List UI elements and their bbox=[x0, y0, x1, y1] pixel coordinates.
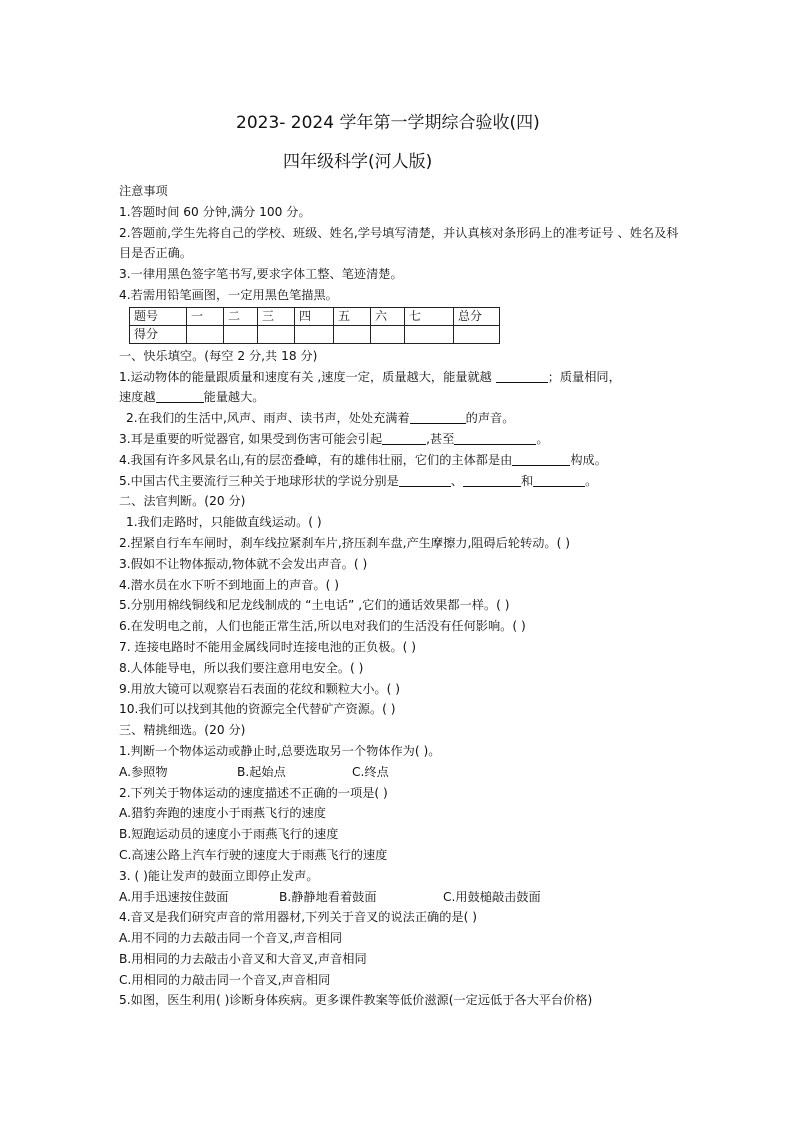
choice-options bbox=[119, 887, 689, 908]
note-item: 3.一律用黑色签字笔书写,要求字体工整、笔迹清楚。 bbox=[119, 267, 403, 282]
score-header-cell: 一 bbox=[187, 307, 224, 325]
notes-heading: 注意事项 bbox=[119, 184, 168, 198]
option-b[interactable]: B.起始点 bbox=[237, 764, 286, 779]
option-c[interactable]: C.高速公路上汽车行驶的速度大于雨燕飞行的速度 bbox=[119, 847, 388, 862]
q-text: 2.在我们的生活中,风声、雨声、读书声，处处充满着 bbox=[126, 411, 410, 426]
exam-title: 2023- 2024 学年第一学期综合验收(四) bbox=[236, 113, 540, 133]
q-text: 速度越 bbox=[119, 390, 156, 405]
answer-blank[interactable] bbox=[533, 473, 585, 487]
score-table-header-row bbox=[130, 307, 500, 325]
score-cell[interactable] bbox=[454, 325, 500, 343]
option-a[interactable]: A.用不同的力去敲击同一个音叉,声音相同 bbox=[119, 931, 343, 946]
answer-blank[interactable] bbox=[454, 431, 536, 445]
option-c[interactable]: C.终点 bbox=[352, 764, 389, 779]
score-header-cell: 二 bbox=[224, 307, 258, 325]
note-item: 4.若需用铅笔画图，一定用黑色笔描黑。 bbox=[119, 287, 338, 302]
answer-blank[interactable] bbox=[512, 452, 570, 466]
q-text: 、 bbox=[450, 473, 463, 488]
answer-blank[interactable] bbox=[463, 473, 521, 487]
score-cell[interactable] bbox=[371, 325, 405, 343]
choice-question-5: 5.如图，医生利用( )诊断身体疾病。更多课件教案等低价滋源(一定远低于各大平台价格) bbox=[119, 993, 593, 1008]
judge-question: 6.在发明电之前，人们也能正常生活,所以电对我们的生活没有任何影响。( ) bbox=[119, 619, 526, 634]
option-b[interactable]: B.用相同的力去敲击小音叉和大音叉,声音相同 bbox=[119, 951, 367, 966]
judge-question: 1.我们走路时，只能做直线运动。( ) bbox=[126, 515, 322, 530]
judge-question: 7. 连接电路时不能用金属线同时连接电池的正负极。( ) bbox=[119, 639, 417, 654]
option-b[interactable]: B.短跑运动员的速度小于雨燕飞行的速度 bbox=[119, 827, 339, 842]
section2-heading: 二、法官判断。(20 分) bbox=[119, 494, 246, 509]
score-cell[interactable] bbox=[405, 325, 454, 343]
score-header-cell: 题号 bbox=[130, 307, 187, 325]
score-header-cell: 五 bbox=[334, 307, 371, 325]
score-header-cell: 七 bbox=[405, 307, 454, 325]
choice-question-4: 4.音叉是我们研究声音的常用器材,下列关于音叉的说法正确的是( ) bbox=[119, 910, 477, 925]
note-item: 1.答题时间 60 分钟,满分 100 分。 bbox=[119, 204, 311, 219]
option-a[interactable]: A.猎豹奔跑的速度小于雨燕飞行的速度 bbox=[119, 806, 326, 821]
section1-heading: 一、快乐填空。(每空 2 分,共 18 分) bbox=[119, 348, 318, 363]
choice-question-2: 2.下列关于物体运动的速度描述不正确的一项是( ) bbox=[119, 785, 388, 800]
option-a[interactable]: A.用手迅速按住鼓面 bbox=[119, 889, 229, 904]
score-header-cell: 四 bbox=[295, 307, 334, 325]
score-cell[interactable] bbox=[224, 325, 258, 343]
q-text: 。 bbox=[536, 431, 549, 446]
q-text: 和 bbox=[520, 473, 534, 488]
score-table bbox=[129, 307, 500, 344]
judge-question: 9.用放大镜可以观察岩石表面的花纹和颗粒大小。( ) bbox=[119, 681, 400, 696]
option-c[interactable]: C.用鼓槌敲击鼓面 bbox=[443, 889, 541, 904]
answer-blank[interactable] bbox=[410, 410, 466, 424]
judge-question: 4.潜水员在水下听不到地面上的声音。( ) bbox=[119, 577, 340, 592]
q-text: ；质量相同， bbox=[547, 369, 621, 384]
fill-question-1 bbox=[119, 367, 689, 388]
score-header-cell: 总分 bbox=[454, 307, 500, 325]
score-table-score-row bbox=[130, 325, 500, 343]
choice-options bbox=[119, 762, 689, 783]
q-text: ,甚至 bbox=[426, 431, 455, 446]
exam-subtitle: 四年级科学(河人版) bbox=[283, 152, 433, 172]
fill-question-2 bbox=[119, 408, 689, 429]
option-a[interactable]: A.参照物 bbox=[119, 764, 168, 779]
choice-question-3: 3. ( )能让发声的鼓面立即停止发声。 bbox=[119, 868, 319, 883]
note-item: 2.答题前,学生先将自己的学校、班级、姓名,学号填写清楚，并认真核对条形码上的准考证号 、姓名及科目是否正确。 bbox=[119, 225, 679, 261]
score-header-cell: 三 bbox=[258, 307, 295, 325]
q-text: 4.我国有许多风景名山,有的层峦叠嶂，有的雄伟壮丽，它们的主体都是由 bbox=[119, 452, 513, 467]
fill-question-3 bbox=[119, 429, 689, 450]
score-header-cell: 六 bbox=[371, 307, 405, 325]
q-text: 1.运动物体的能量跟质量和速度有关 ,速度一定，质量越大，能量就越 bbox=[119, 369, 496, 384]
q-text: 能量越大。 bbox=[203, 390, 265, 405]
score-cell[interactable] bbox=[295, 325, 334, 343]
judge-question: 5.分别用棉线铜线和尼龙线制成的 “土电话” ,它们的通话效果都一样。( ) bbox=[119, 598, 510, 613]
fill-question-5 bbox=[119, 471, 689, 492]
option-b[interactable]: B.静静地看着鼓面 bbox=[279, 889, 377, 904]
option-c[interactable]: C.用相同的力敲击同一个音叉,声音相同 bbox=[119, 972, 331, 987]
score-cell[interactable] bbox=[187, 325, 224, 343]
judge-question: 10.我们可以找到其他的资源完全代替矿产资源。( ) bbox=[119, 702, 396, 717]
fill-question-4 bbox=[119, 450, 689, 471]
judge-question: 8.人体能导电，所以我们要注意用电安全。( ) bbox=[119, 660, 364, 675]
q-text: 的声音。 bbox=[465, 411, 515, 426]
answer-blank[interactable] bbox=[399, 473, 451, 487]
judge-question: 2.捏紧自行车车闸时，刹车线拉紧刹车片,挤压刹车盘,产生摩擦力,阻碍后轮转动。( ) bbox=[119, 535, 571, 550]
score-row-label: 得分 bbox=[130, 325, 187, 343]
score-cell[interactable] bbox=[334, 325, 371, 343]
answer-blank[interactable] bbox=[156, 389, 204, 403]
choice-question-1: 1.判断一个物体运动或静止时,总要选取另一个物体作为( )。 bbox=[119, 743, 441, 758]
answer-blank[interactable] bbox=[496, 369, 548, 383]
section3-heading: 三、精挑细选。(20 分) bbox=[119, 723, 246, 738]
exam-body bbox=[119, 181, 689, 1011]
q-text: 。 bbox=[585, 473, 598, 488]
answer-blank[interactable] bbox=[382, 431, 426, 445]
fill-question-1-cont bbox=[119, 387, 689, 408]
q-text: 5.中国古代主要流行三种关于地球形状的学说分别是 bbox=[119, 473, 399, 488]
q-text: 构成。 bbox=[570, 452, 607, 467]
q-text: 3.耳是重要的听觉器官, 如果受到伤害可能会引起 bbox=[119, 431, 383, 446]
judge-question: 3.假如不让物体振动,物体就不会发出声音。( ) bbox=[119, 556, 368, 571]
score-cell[interactable] bbox=[258, 325, 295, 343]
